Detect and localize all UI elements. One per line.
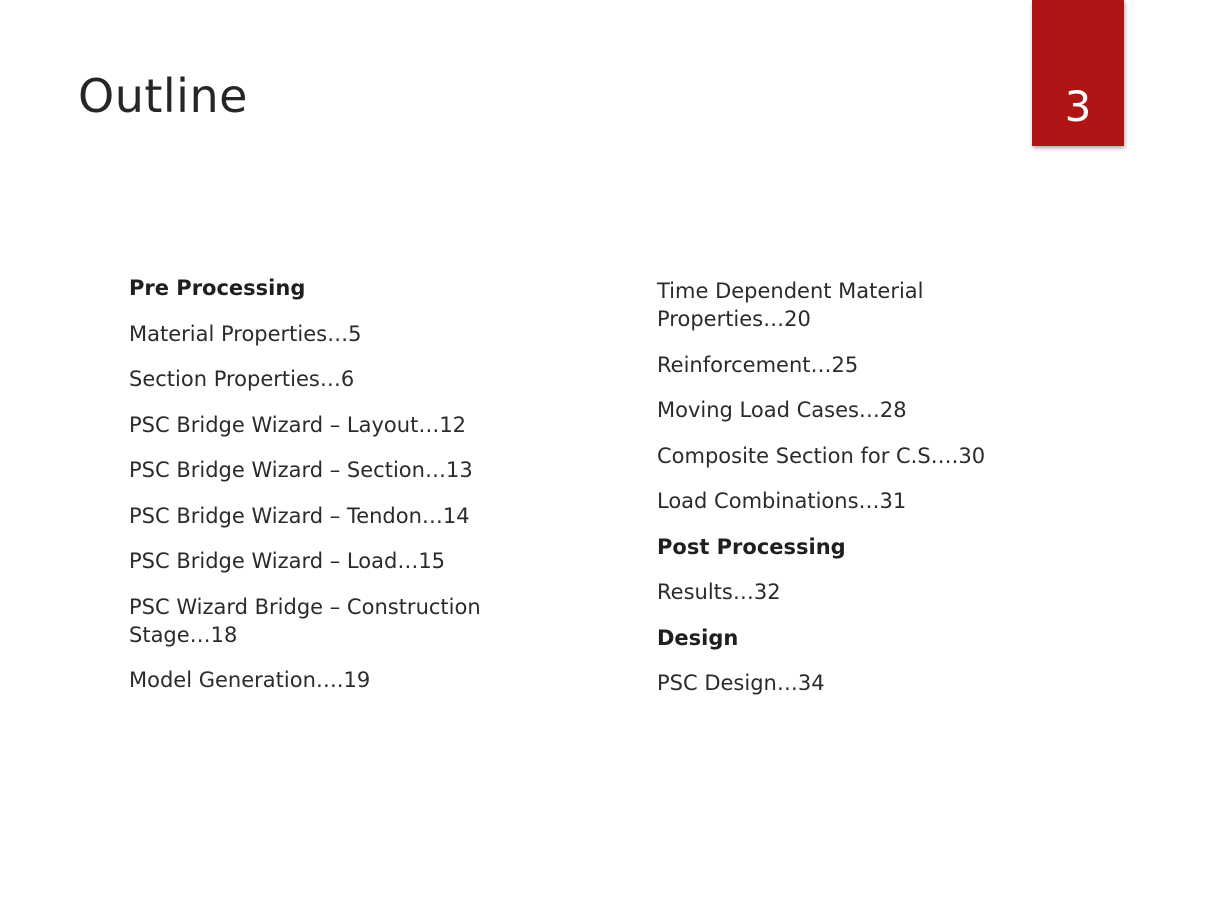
outline-item: Moving Load Cases…28 bbox=[657, 398, 907, 422]
page-number-badge bbox=[1032, 0, 1124, 146]
outline-item: PSC Design…34 bbox=[657, 671, 825, 695]
outline-item: PSC Bridge Wizard – Section…13 bbox=[129, 458, 473, 482]
outline-item: Results…32 bbox=[657, 580, 781, 604]
outline-item: PSC Bridge Wizard – Layout…12 bbox=[129, 412, 467, 437]
outline-item: PSC Bridge Wizard – Tendon…14 bbox=[129, 503, 470, 528]
outline-item: PSC Wizard Bridge – Construction Stage…18 bbox=[129, 594, 481, 647]
outline-item: Reinforcement…25 bbox=[657, 352, 859, 377]
outline-item: Section Properties…6 bbox=[129, 367, 355, 391]
outline-item: Material Properties…5 bbox=[129, 321, 362, 346]
outline-item: Time Dependent Material Properties…20 bbox=[657, 279, 924, 331]
outline-left-column bbox=[129, 274, 549, 712]
outline-item: Load Combinations…31 bbox=[657, 489, 907, 513]
outline-right-column bbox=[657, 277, 1037, 715]
section-heading-pre-processing: Pre Processing bbox=[129, 276, 306, 300]
section-heading-post-processing: Post Processing bbox=[657, 534, 846, 559]
slide-title: Outline bbox=[78, 69, 248, 123]
section-heading-design: Design bbox=[657, 625, 739, 650]
outline-item: PSC Bridge Wizard – Load…15 bbox=[129, 549, 446, 573]
page-number: 3 bbox=[1064, 82, 1092, 131]
outline-item: Composite Section for C.S….30 bbox=[657, 443, 986, 468]
outline-item: Model Generation….19 bbox=[129, 668, 371, 692]
